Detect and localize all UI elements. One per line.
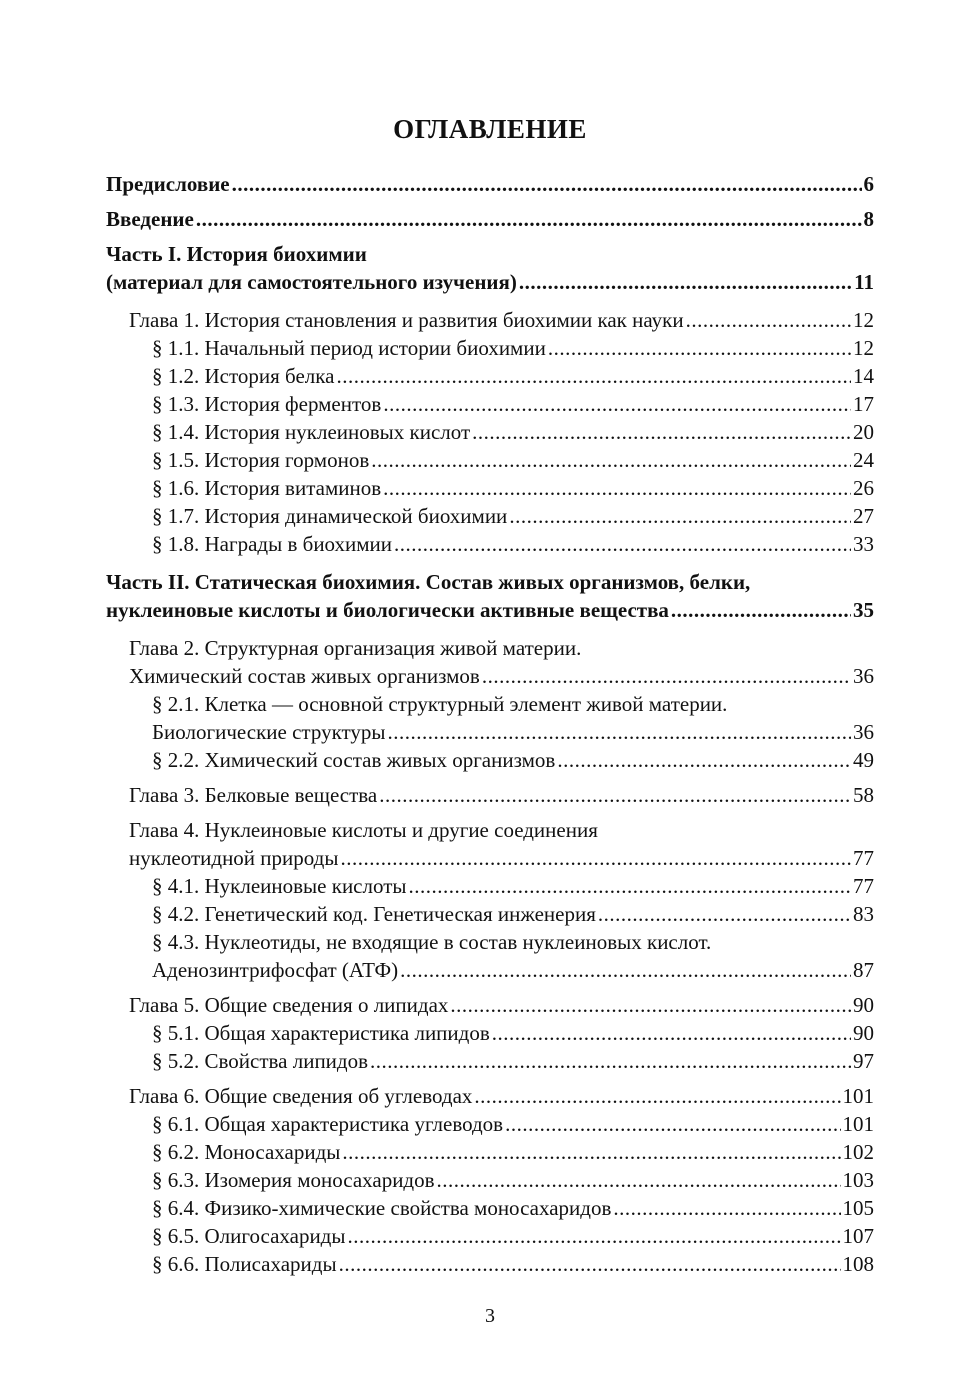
toc-entry-page: 107 <box>842 1224 874 1248</box>
toc-entry-section-4-1[interactable] <box>106 872 874 900</box>
leader-dots <box>509 502 851 530</box>
leader-dots <box>342 1138 840 1166</box>
toc-entry-page: 8 <box>863 207 874 231</box>
toc-entry-part-1[interactable] <box>106 240 874 296</box>
toc-entry-chapter-1[interactable] <box>106 306 874 334</box>
leader-dots <box>482 662 851 690</box>
toc-entry-page: 58 <box>853 783 874 807</box>
leader-dots <box>474 1082 840 1110</box>
leader-dots <box>409 872 852 900</box>
toc-entry-section-1-3[interactable] <box>106 390 874 418</box>
leader-dots <box>336 362 851 390</box>
leader-dots <box>347 1222 840 1250</box>
toc-entry-title: Глава 3. Белковые вещества <box>129 783 378 807</box>
toc-entry-title: § 6.1. Общая характеристика углеводов <box>152 1112 504 1136</box>
toc-entry-section-1-5[interactable] <box>106 446 874 474</box>
leader-dots <box>232 170 862 198</box>
toc-entry-page: 83 <box>853 902 874 926</box>
toc-entry-page: 49 <box>853 748 874 772</box>
toc-entry-page: 35 <box>853 598 874 622</box>
toc-entry-section-1-8[interactable] <box>106 530 874 558</box>
toc-entry-title-first-line: Глава 4. Нуклеиновые кислоты и другие соединения <box>129 818 598 842</box>
toc-entry-page: 108 <box>842 1252 874 1276</box>
leader-dots <box>339 1250 841 1278</box>
toc-entry-title: Глава 1. История становления и развития биохимии как науки <box>129 308 684 332</box>
leader-dots <box>388 718 851 746</box>
toc-entry-title: § 6.5. Олигосахариды <box>152 1224 346 1248</box>
leader-dots <box>598 900 851 928</box>
toc-entry-page: 27 <box>853 504 874 528</box>
toc-entry-section-6-6[interactable] <box>106 1250 874 1278</box>
page-number: 3 <box>485 1305 495 1327</box>
toc-entry-title: (материал для самостоятельного изучения) <box>106 270 517 294</box>
toc-entry-preface[interactable] <box>106 170 874 198</box>
toc-entry-title: нуклеотидной природы <box>129 846 339 870</box>
table-of-contents <box>106 170 874 1278</box>
leader-dots <box>686 306 851 334</box>
toc-entry-part-2[interactable] <box>106 568 874 624</box>
toc-entry-section-6-5[interactable] <box>106 1222 874 1250</box>
toc-entry-title-first-line: Часть I. История биохимии <box>106 242 367 266</box>
toc-entry-section-1-4[interactable] <box>106 418 874 446</box>
leader-dots <box>196 205 862 233</box>
leader-dots <box>548 334 851 362</box>
toc-entry-chapter-6[interactable] <box>106 1082 874 1110</box>
toc-entry-page: 12 <box>853 336 874 360</box>
toc-entry-page: 102 <box>842 1140 874 1164</box>
toc-entry-title: Предисловие <box>106 172 230 196</box>
toc-entry-section-4-3[interactable] <box>106 928 874 984</box>
toc-entry-page: 11 <box>854 270 874 294</box>
toc-entry-chapter-2[interactable] <box>106 634 874 690</box>
page-title: ОГЛАВЛЕНИЕ <box>393 114 587 144</box>
toc-entry-page: 101 <box>842 1084 874 1108</box>
toc-entry-page: 6 <box>863 172 874 196</box>
toc-entry-title: § 1.5. История гормонов <box>152 448 370 472</box>
toc-entry-page: 90 <box>853 1021 874 1045</box>
toc-entry-title: § 5.1. Общая характеристика липидов <box>152 1021 490 1045</box>
toc-entry-section-5-1[interactable] <box>106 1019 874 1047</box>
toc-entry-section-6-4[interactable] <box>106 1194 874 1222</box>
toc-entry-page: 77 <box>853 874 874 898</box>
toc-entry-title-first-line: Часть II. Статическая биохимия. Состав живых организмов, белки, <box>106 570 751 594</box>
toc-entry-title-first-line: Глава 2. Структурная организация живой материи. <box>129 636 582 660</box>
toc-entry-section-2-1[interactable] <box>106 690 874 746</box>
toc-entry-section-1-7[interactable] <box>106 502 874 530</box>
toc-entry-page: 87 <box>853 958 874 982</box>
toc-entry-section-4-2[interactable] <box>106 900 874 928</box>
leader-dots <box>394 530 851 558</box>
leader-dots <box>450 991 851 1019</box>
leader-dots <box>400 956 851 984</box>
leader-dots <box>492 1019 851 1047</box>
toc-entry-title: Аденозинтрифосфат (АТФ) <box>152 958 399 982</box>
toc-entry-title: нуклеиновые кислоты и биологически активные вещества <box>106 598 669 622</box>
toc-entry-page: 77 <box>853 846 874 870</box>
toc-entry-title: Глава 5. Общие сведения о липидах <box>129 993 449 1017</box>
toc-entry-title: § 1.3. История ферментов <box>152 392 382 416</box>
toc-entry-chapter-4[interactable] <box>106 816 874 872</box>
toc-entry-title: § 6.6. Полисахариды <box>152 1252 337 1276</box>
leader-dots <box>519 268 852 296</box>
toc-entry-page: 12 <box>853 308 874 332</box>
toc-entry-chapter-3[interactable] <box>106 781 874 809</box>
toc-entry-section-2-2[interactable] <box>106 746 874 774</box>
toc-entry-section-5-2[interactable] <box>106 1047 874 1075</box>
leader-dots <box>379 781 851 809</box>
toc-entry-page: 90 <box>853 993 874 1017</box>
leader-dots <box>383 390 851 418</box>
toc-entry-page: 14 <box>853 364 874 388</box>
toc-entry-page: 103 <box>842 1168 874 1192</box>
toc-entry-page: 36 <box>853 720 874 744</box>
toc-entry-title: Биологические структуры <box>152 720 386 744</box>
toc-entry-page: 24 <box>853 448 874 472</box>
leader-dots <box>671 596 851 624</box>
toc-entry-section-1-1[interactable] <box>106 334 874 362</box>
toc-entry-title: § 6.4. Физико-химические свойства моносахаридов <box>152 1196 612 1220</box>
toc-entry-page: 26 <box>853 476 874 500</box>
toc-entry-section-1-6[interactable] <box>106 474 874 502</box>
toc-entry-title-first-line: § 4.3. Нуклеотиды, не входящие в состав нуклеиновых кислот. <box>152 930 712 954</box>
leader-dots <box>383 474 851 502</box>
leader-dots <box>371 446 851 474</box>
leader-dots <box>557 746 851 774</box>
toc-entry-page: 33 <box>853 532 874 556</box>
toc-entry-page: 20 <box>853 420 874 444</box>
toc-entry-title: § 6.2. Моносахариды <box>152 1140 341 1164</box>
leader-dots <box>505 1110 840 1138</box>
toc-entry-chapter-5[interactable] <box>106 991 874 1019</box>
toc-entry-section-6-3[interactable] <box>106 1166 874 1194</box>
toc-entry-title: § 1.6. История витаминов <box>152 476 382 500</box>
toc-entry-title: § 1.2. История белка <box>152 364 335 388</box>
leader-dots <box>472 418 851 446</box>
toc-entry-title: § 1.8. Награды в биохимии <box>152 532 393 556</box>
toc-entry-title: § 1.7. История динамической биохимии <box>152 504 508 528</box>
toc-entry-title: § 4.1. Нуклеиновые кислоты <box>152 874 407 898</box>
leader-dots <box>370 1047 851 1075</box>
toc-entry-title: § 1.4. История нуклеиновых кислот <box>152 420 471 444</box>
toc-entry-title: § 1.1. Начальный период истории биохимии <box>152 336 546 360</box>
toc-entry-section-1-2[interactable] <box>106 362 874 390</box>
toc-entry-title: § 2.2. Химический состав живых организмов <box>152 748 556 772</box>
toc-entry-section-6-2[interactable] <box>106 1138 874 1166</box>
toc-entry-page: 36 <box>853 664 874 688</box>
toc-entry-section-6-1[interactable] <box>106 1110 874 1138</box>
leader-dots <box>613 1194 840 1222</box>
toc-entry-page: 97 <box>853 1049 874 1073</box>
toc-entry-title: Химический состав живых организмов <box>129 664 480 688</box>
toc-entry-page: 105 <box>842 1196 874 1220</box>
toc-entry-page: 17 <box>853 392 874 416</box>
toc-entry-title: § 6.3. Изомерия моносахаридов <box>152 1168 435 1192</box>
leader-dots <box>340 844 851 872</box>
leader-dots <box>437 1166 841 1194</box>
toc-entry-title: § 4.2. Генетический код. Генетическая инженерия <box>152 902 596 926</box>
toc-entry-page: 101 <box>842 1112 874 1136</box>
toc-entry-title: Введение <box>106 207 194 231</box>
toc-entry-title-first-line: § 2.1. Клетка — основной структурный элемент живой материи. <box>152 692 728 716</box>
toc-entry-introduction[interactable] <box>106 205 874 233</box>
toc-entry-title: Глава 6. Общие сведения об углеводах <box>129 1084 473 1108</box>
toc-entry-title: § 5.2. Свойства липидов <box>152 1049 369 1073</box>
